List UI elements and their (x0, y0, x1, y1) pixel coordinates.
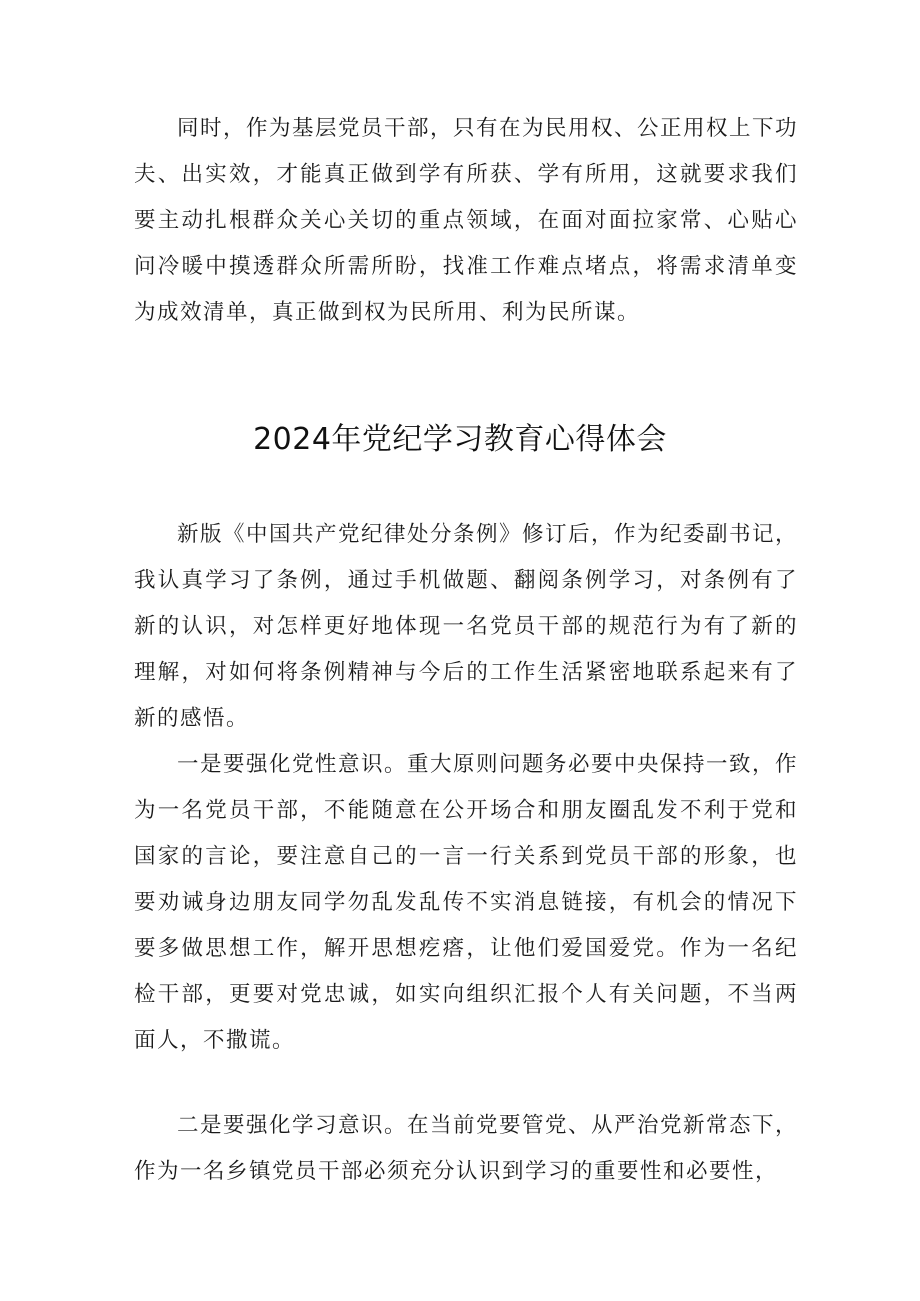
body-paragraph-3: 二是要强化学习意识。在当前党要管党、从严治党新常态下，作为一名乡镇党员干部必须充分认识到学习的重要性和必要性， (134, 1113, 799, 1184)
intro-paragraph: 同时，作为基层党员干部，只有在为民用权、公正用权上下功夫、出实效，才能真正做到学有所获、学有所用，这就要求我们要主动扎根群众关心关切的重点领域，在面对面拉家常、心贴心问冷暖中摸透群众所需所盼，找准工作难点堵点，将需求清单变为成效清单，真正做到权为民所用、利为民所谋。 (134, 116, 799, 325)
document-title: 2024年党纪学习教育心得体会 (253, 422, 667, 457)
body-paragraph-1: 新版《中国共产党纪律处分条例》修订后，作为纪委副书记，我认真学习了条例，通过手机做题、翻阅条例学习，对条例有了新的认识，对怎样更好地体现一名党员干部的规范行为有了新的理解，对如何将条例精神与今后的工作生活紧密地联系起来有了新的感悟。 (134, 522, 799, 731)
body-paragraph-2: 一是要强化党性意识。重大原则问题务必要中央保持一致，作为一名党员干部，不能随意在公开场合和朋友圈乱发不利于党和国家的言论，要注意自己的一言一行关系到党员干部的形象，也要劝诫身边朋友同学勿乱发乱传不实消息链接，有机会的情况下要多做思想工作，解开思想疙瘩，让他们爱国爱党。作为一名纪检干部，更要对党忠诚，如实向组织汇报个人有关问题，不当两面人，不撒谎。 (134, 752, 799, 1053)
